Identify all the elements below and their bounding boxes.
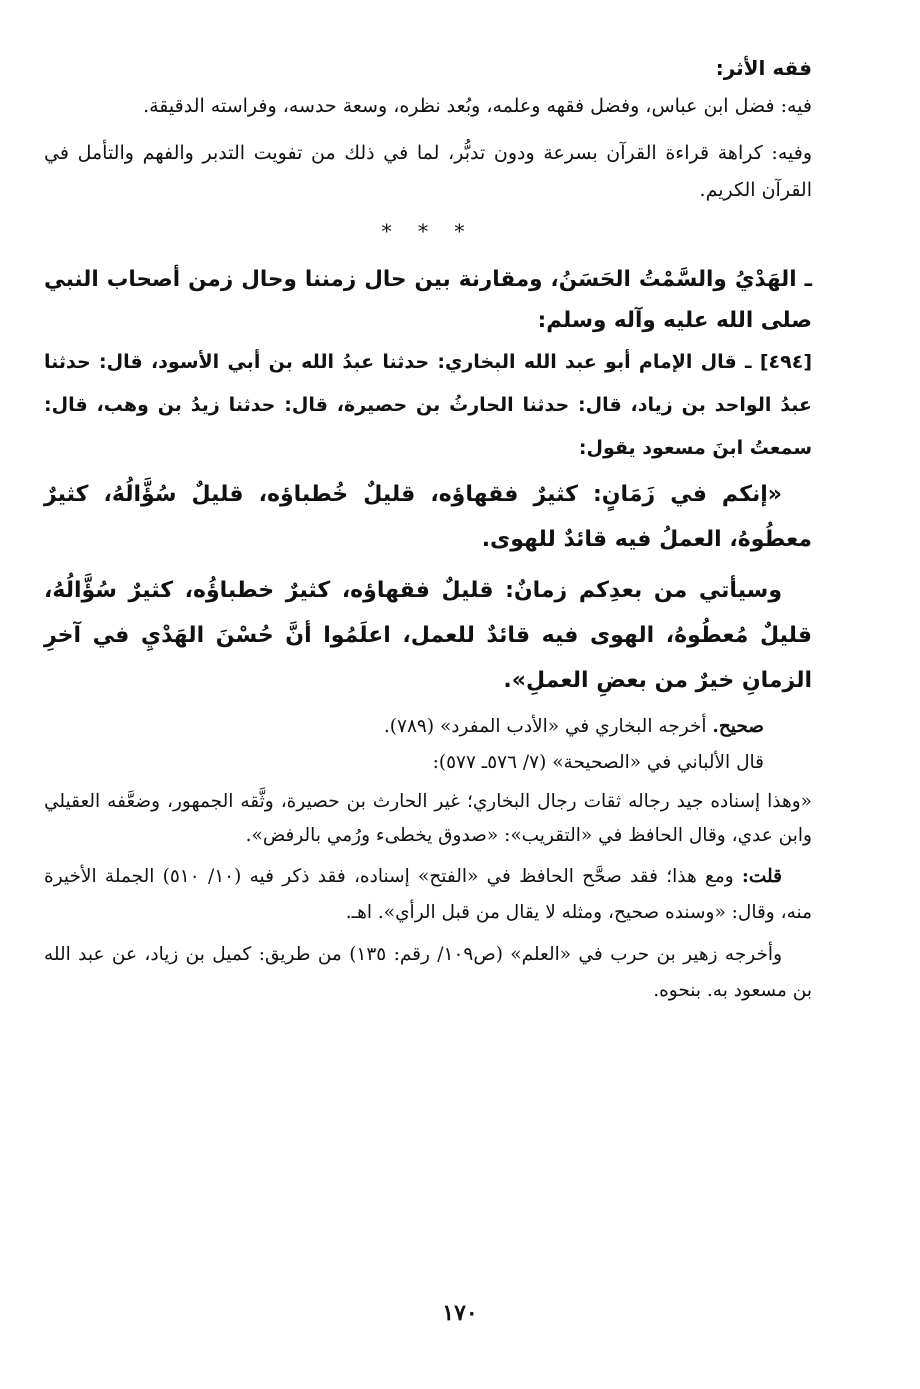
hadith-text-second: وسيأتي من بعدِكم زمانٌ: قليلٌ فقهاؤه، كثيرٌ خطباؤُه، كثيرٌ سُؤَّالُهُ، قليلٌ مُعطُوهُ، الهوى فيه قائدٌ للعمل، اعلَمُوا أنَّ حُسْنَ الهَدْيِ في آخرِ الزمانِ خيرٌ من بعضِ العملِ». — [44, 578, 812, 693]
albani-quote: «وهذا إسناده جيد رجاله ثقات رجال البخاري؛ غير الحارث بن حصيرة، وثَّقه الجمهور، وضعَّفه العقيلي وابن عدي، وقال الحافظ في «التقريب»: «صدوق يخطىء ورُمي بالرفض». — [44, 791, 812, 846]
hadith-text-first: «إنكم في زَمَانٍ: كثيرٌ فقهاؤه، قليلٌ خُطباؤه، قليلٌ سُؤَّالُهُ، كثيرٌ معطُوهُ، العملُ فيه قائدٌ للهوى. — [44, 482, 812, 552]
section-separator: * * * — [381, 219, 475, 243]
hadith-isnad: [٤٩٤] ـ قال الإمام أبو عبد الله البخاري: حدثنا عبدُ الله بن أبي الأسود، قال: حدثنا عبدُ الواحد بن زياد، قال: حدثنا الحارثُ بن حصيرة، قال: حدثنا زيدُ بن وهب، قال: سمعتُ ابنَ مسعود يقول: — [44, 351, 812, 459]
section-heading: فقه الأثر: — [715, 56, 812, 80]
paragraph-recitation: وفيه: كراهة قراءة القرآن بسرعة ودون تدبُّر، لما في ذلك من تفويت التدبر والفهم والتأمل في القرآن الكريم. — [44, 142, 812, 201]
paragraph-virtue: فيه: فضل ابن عباس، وفضل فقهه وعلمه، وبُعد نظره، وسعة حدسه، وفراسته الدقيقة. — [143, 95, 812, 117]
grading-note — [44, 709, 812, 745]
albani-reference: قال الألباني في «الصحيحة» (٧/ ٥٧٦ـ ٥٧٧): — [432, 752, 764, 773]
page-number: ١٧٠ — [442, 1300, 478, 1326]
chapter-title: ـ الهَدْيُ والسَّمْتُ الحَسَنُ، ومقارنة بين حال زمننا وحال زمن أصحاب النبي صلى الله عليه وآله وسلم: — [44, 267, 812, 333]
comment-label: قلت: — [742, 866, 782, 887]
comment-text: ومع هذا؛ فقد صحَّح الحافظ في «الفتح» إسناده، فقد ذكر فيه (١٠/ ٥١٠) الجملة الأخيرة منه، وقال: «وسنده صحيح، ومثله لا يقال من قبل الرأي». اهـ. — [44, 866, 812, 923]
zuhair-reference: وأخرجه زهير بن حرب في «العلم» (ص١٠٩/ رقم: ١٣٥) من طريق: كميل بن زياد، عن عبد الله بن مسعود به. بنحوه. — [44, 944, 812, 1001]
author-comment — [44, 859, 812, 931]
grading-source: أخرجه البخاري في «الأدب المفرد» (٧٨٩). — [383, 716, 707, 737]
grading-label: صحيح. — [712, 716, 764, 737]
